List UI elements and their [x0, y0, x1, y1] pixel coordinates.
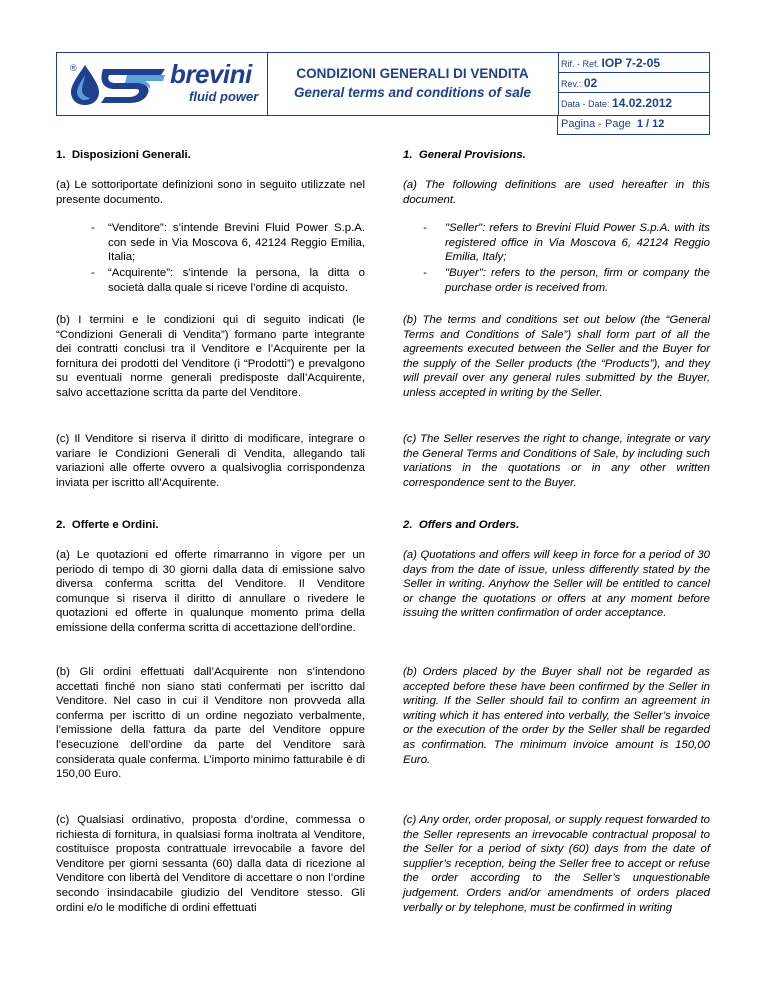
- section-1-title-it: 1. Disposizioni Generali.: [56, 149, 191, 161]
- page-row: [557, 115, 710, 135]
- ref-value: IOP 7-2-05: [601, 56, 661, 70]
- dash: -: [91, 267, 95, 279]
- section-1a-bullet2-en: "Buyer": refers to the person, firm or company the purchase order is received from.: [445, 267, 710, 294]
- brand-subtitle: fluid power: [189, 89, 259, 104]
- section-1a-bullet1-en: "Seller": refers to Brevini Fluid Power S.p.A. with its registered office in Via Moscova 6, 42124 Reggio Emilia, Italy;: [445, 222, 710, 264]
- dash: -: [423, 222, 427, 234]
- brand-name: brevini: [170, 59, 252, 89]
- section-1b-en: (b) The terms and conditions set out below (the “General Terms and Conditions of Sale”) shall form part of all the agreements executed between the Seller and the Buyer for the supply of the Seller products (the “Products”), and they will prevail over any general rules submitted by the Buyer, unless accepted in writing by the Seller.: [403, 314, 710, 399]
- section-1a-bullet2-it: “Acquirente”: s’intende la persona, la ditta o società dalla quale si riceve l’ordine di acquisto.: [108, 267, 365, 294]
- ref-label: Rif. - Ref.: [561, 59, 600, 69]
- dash: -: [91, 222, 95, 234]
- section-1a-it: (a) Le sottoriportate definizioni sono in seguito utilizzate nel presente documento.: [56, 179, 365, 206]
- section-2-title-it: 2. Offerte e Ordini.: [56, 519, 159, 531]
- date-label: Data - Date:: [561, 99, 610, 109]
- section-2b-en: (b) Orders placed by the Buyer shall not be regarded as accepted before these have been confirmed by the Seller in writing. If the Seller should fail to confirm an agreement in writing which it has entered into verbally, the Seller’s invoice or the execution of the order by the Seller shall be regarded as confirmation. The minimum invoice amount is 150,00 Euro.: [403, 666, 710, 766]
- section-1c-it: (c) Il Venditore si riserva il diritto di modificare, integrare o variare le Condizioni Generali di Vendita, allegando tali variazioni alle offerte ovvero a qualsivoglia corrispondenza inviata per iscritto all’Acquirente.: [56, 433, 365, 489]
- section-1c-en: (c) The Seller reserves the right to change, integrate or vary the General Terms and Conditions of Sale, by including such variations in the quotations or in any other written correspondence sent to the Buyer.: [403, 433, 710, 489]
- rev-row: [558, 73, 710, 93]
- section-2c-it: (c) Qualsiasi ordinativo, proposta d’ordine, commessa o richiesta di fornitura, in qualsiasi forma inoltrata al Venditore, costituisce proposta contrattuale irrevocabile a favore del Venditore per giorni sessanta (60) dalla data di ricezione al Venditore con libertà del Venditore di accettare o non l’ordine secondo insindacabile giudizio del Venditore stesso. Gli ordini e/o le modifiche di ordini effettuati: [56, 814, 365, 914]
- brevini-logo-icon: [67, 61, 167, 107]
- section-1-title-en: 1. General Provisions.: [403, 149, 526, 161]
- section-2a-it: (a) Le quotazioni ed offerte rimarranno in vigore per un periodo di tempo di 30 giorni dalla data di emissione salvo diversa conferma scritta del Venditore. Il Venditore comunque si riserva il diritto di annullare o rivedere le quotazioni ed offerte in qualunque momento prima della emissione della conferma scritta di accettazione dell'ordine.: [56, 549, 365, 634]
- rev-label: Rev.:: [561, 79, 582, 89]
- reference-block: [558, 53, 710, 115]
- logo-area: [57, 53, 268, 115]
- section-1a-en: (a) The following definitions are used hereafter in this document.: [403, 179, 710, 206]
- registered-mark: ®: [70, 63, 77, 73]
- section-2c-en: (c) Any order, order proposal, or supply request forwarded to the Seller represents an irrevocable contractual proposal to the Seller for a period of sixty (60) days from the date of supplier’s reception, being the Seller free to accept or refuse the order according to the Seller’s unquestionable judgement. Orders and/or amendments of orders placed verbally or by telephone, must be confirmed in writing: [403, 814, 710, 914]
- page-value: 1 / 12: [636, 118, 665, 130]
- dash: -: [423, 267, 427, 279]
- document-title-italian: CONDIZIONI GENERALI DI VENDITA: [296, 66, 529, 81]
- section-1a-bullet1-it: “Venditore”: s’intende Brevini Fluid Power S.p.A. con sede in Via Moscova 6, 42124 Reggio Emilia, Italia;: [108, 222, 365, 264]
- page-label: Pagina - Page: [561, 118, 631, 130]
- section-2a-en: (a) Quotations and offers will keep in force for a period of 30 days from the date of issue, unless differently stated by the Seller in writing. Anyhow the Seller will be entitled to cancel or change the quotations or offers at any moment before issuing the written confirmation of order acceptance.: [403, 549, 710, 620]
- document-header: [56, 52, 710, 116]
- section-2b-it: (b) Gli ordini effettuati dall’Acquirente non s’intendono accettati finché non siano stati confermati per iscritto dal Venditore. Nel caso in cui il Venditore non provveda alla conferma per iscritto di un ordine negoziato verbalmente, l’emissione della fattura da parte del Venditore oppure l’esecuzione dell’ordine da parte del Venditore sarà considerata quale conferma. L’importo minimo fatturabile è di 150,00 Euro.: [56, 666, 365, 781]
- rev-value: 02: [583, 76, 598, 90]
- title-area: [267, 53, 559, 115]
- date-value: 14.02.2012: [612, 96, 673, 110]
- section-1b-it: (b) I termini e le condizioni qui di seguito indicati (le “Condizioni Generali di Vendita”) formano parte integrante dei contratti conclusi tra il Venditore e l’Acquirente per la fornitura dei prodotti del Venditore (i “Prodotti”) e prevalgono su eventuali norme generali predisposte dall’Acquirente, salvo accettazione scritta da parte del Venditore.: [56, 314, 365, 399]
- date-row: [558, 93, 710, 113]
- section-2-title-en: 2. Offers and Orders.: [403, 519, 520, 531]
- document-title-english: General terms and conditions of sale: [293, 85, 532, 100]
- ref-row: [558, 53, 710, 73]
